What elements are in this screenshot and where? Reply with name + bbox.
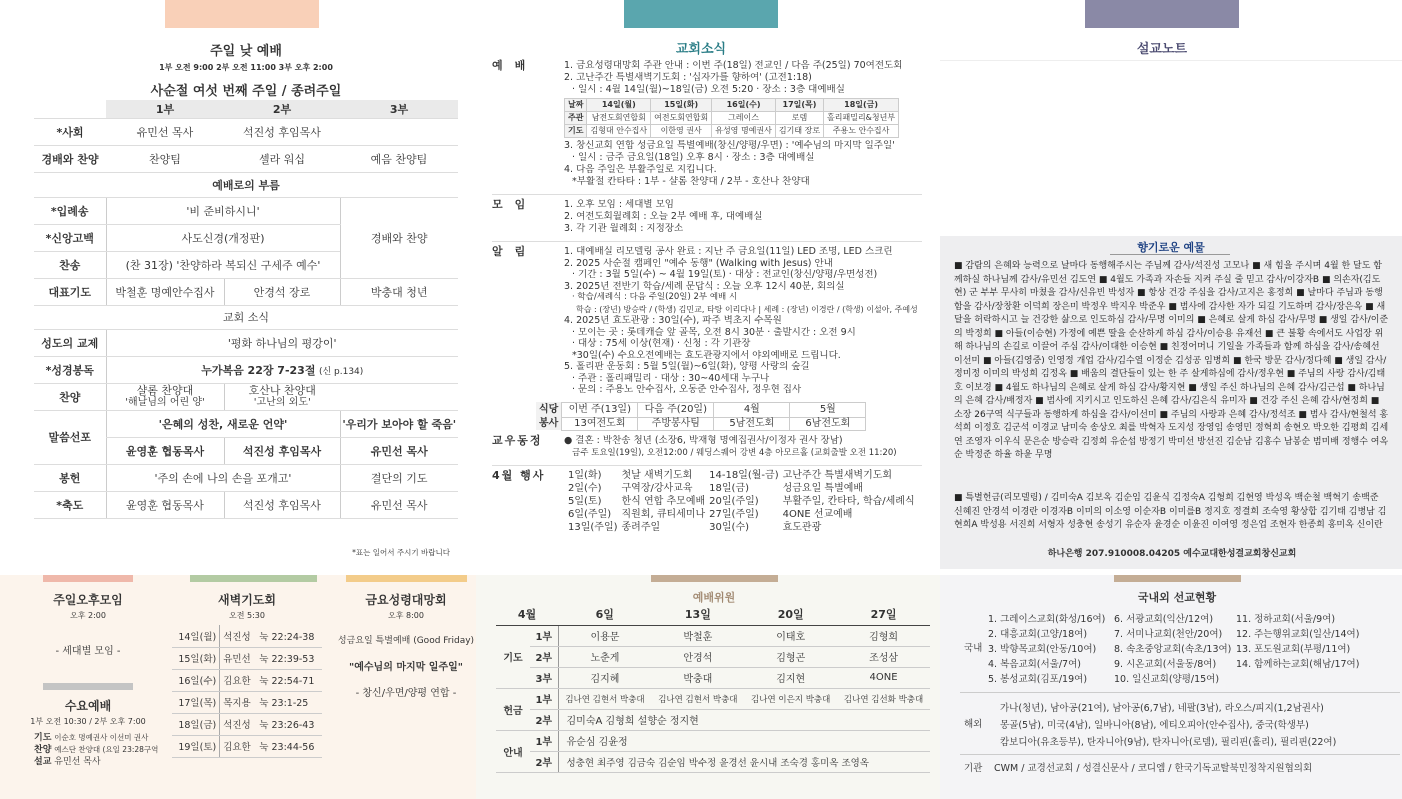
group-label: 헌금 [496, 688, 530, 730]
news-line: 3. 2025년 전반기 학습/세례 문답식 : 오늘 오후 12시 40분, 회의실 [564, 280, 845, 292]
cell: (찬 31장) '찬양하라 복되신 구세주 예수' [106, 251, 340, 278]
news-line: *부활절 칸타타 : 1부 - 샬롬 찬양대 / 2부 - 호산나 찬양대 [572, 176, 810, 187]
cell: 8. 속초중앙교회(속초/13여) [1114, 643, 1232, 655]
section-call: 예배로의 부름 [34, 172, 458, 197]
cell: 4월 [496, 604, 558, 625]
cell: 14일(월) [587, 99, 651, 112]
cell: 4. 복음교회(서울/7여) [988, 658, 1081, 670]
afternoon-bar [43, 575, 133, 582]
side-praise: 경배와 찬양 [340, 197, 458, 278]
cell: 김미숙A 김형희 설향순 정지현 [558, 709, 930, 730]
cell: 이용문 [558, 625, 651, 646]
tag-events: 4월 행사 [492, 468, 546, 482]
news-line: · 대상 : 75세 이상(현재) · 신청 : 각 기관장 [572, 338, 751, 349]
cell: 박충대 [651, 667, 744, 688]
dawn-time: 오전 5:30 [229, 611, 265, 620]
dawn-table [172, 625, 322, 758]
cell: 김요한 [220, 669, 257, 691]
cell: 14일(월) [172, 625, 220, 647]
cell: 눅 22:24-38 [256, 625, 322, 647]
cell: 이번 주(13일) [562, 402, 638, 417]
dawn-bar [190, 575, 317, 582]
row-label: 경배와 찬양 [34, 145, 106, 172]
cell [340, 118, 458, 145]
cell: 유민선 목사 [340, 491, 458, 518]
cell: 사도신경(개정판) [106, 224, 340, 251]
news-line: 3. 창신교회 연합 성금요일 특별예배(창신/양평/우면) : '예수님의 마지막 일주일' [564, 140, 895, 151]
preacher: 윤영훈 협동목사 [106, 437, 224, 464]
group-label: 기도 [496, 625, 530, 688]
cell: 석진성 후임목사 [224, 118, 340, 145]
event: 고난주간 특별새벽기도회 [782, 470, 893, 481]
service-label: 2부 [530, 751, 558, 772]
cell: 김기태 장로 [775, 125, 823, 138]
row-label: *사회 [34, 118, 106, 145]
scripture-page: (신 p.134) [318, 366, 364, 377]
missions-bar [1114, 575, 1241, 582]
cell: 19일(토) [172, 735, 220, 757]
event: 4ONE 선교예배 [782, 509, 853, 520]
cell: 성충현 최주영 김금숙 김순임 박수정 윤경선 윤시내 조숙경 홍미옥 조영옥 [558, 751, 930, 772]
cell: 안경석 장로 [224, 278, 340, 305]
cell: 주방봉사팀 [638, 417, 714, 430]
cell: 그레이스 [712, 112, 776, 125]
cell: 이한영 권사 [651, 125, 712, 138]
sermon-banner [1085, 0, 1239, 28]
org-label: 기관 [964, 763, 983, 774]
role-label: 찬양 [34, 745, 52, 755]
overseas-line: 몽골(5남), 미국(4남), 일바니아(8남), 에티오피아(안수집사), 중국(학생부) [1000, 720, 1309, 731]
news-line: · 모이는 곳 : 롯데캐슬 앞 골목, 오전 8시 30분 · 출발시간 : 오전 9시 [572, 326, 856, 338]
cell: 결단의 기도 [340, 464, 458, 491]
sermon-title: '은혜의 성찬, 새로운 언약' [106, 410, 340, 437]
cell: 주관 [565, 112, 587, 125]
offering-title: 향기로운 예물 [1137, 241, 1205, 254]
events-table [568, 470, 919, 535]
cell: 찬양팀 [106, 145, 224, 172]
cell: 조성삼 [837, 646, 930, 667]
cell: 4ONE [837, 667, 930, 688]
cell: 예음 찬양팀 [340, 145, 458, 172]
cell: 5. 봉성교회(김포/19여) [988, 673, 1088, 685]
news-worship [492, 60, 922, 188]
cell: 김나연 김선화 박충대 [837, 688, 930, 709]
cell: 김형곤 [744, 646, 837, 667]
cell: 김지혜 [558, 667, 651, 688]
wednesday-title: 수요예배 [64, 699, 112, 713]
org-list: CWM / 교경선교회 / 성결신문사 / 코디엠 / 한국기독교탈북민정착지원협의회 [994, 763, 1313, 774]
choir: 샬롬 찬양대 [136, 383, 194, 397]
cell: 10. 일신교회(양평/15여) [1114, 673, 1220, 685]
section-news: 교회 소식 [34, 305, 458, 329]
dawn-title: 새벽기도회 [218, 593, 276, 607]
missions-title: 국내외 선교현황 [1137, 591, 1217, 604]
friday-time: 오후 8:00 [388, 611, 424, 620]
news-line: 1. 대예배실 리모델링 공사 완료 : 지난 주 금요일(11일) LED 조명, LED 스크린 [564, 246, 893, 257]
news-line: 4. 2025년 효도관광 : 30일(수), 파주 벽초지 수목원 [564, 315, 782, 326]
worship-subtitle: 사순절 여섯 번째 주일 / 종려주일 [150, 84, 342, 99]
cell: 김요한 [220, 735, 257, 757]
news-line: 4. 다음 주일은 부활주일로 지킵니다. [564, 164, 717, 175]
role-value: 이순호 명예권사 이선미 권사 [54, 733, 149, 742]
cell: 5월 [790, 402, 866, 417]
domestic-table [988, 612, 1400, 687]
cell: 박철훈 명예안수집사 [106, 278, 224, 305]
news-line: *30일(수) 수요오전예배는 효도관광지에서 야외예배로 드립니다. [572, 349, 841, 361]
event-date: 13일(주일) [568, 522, 618, 533]
friday-title: 금요성령대망회 [365, 593, 447, 607]
row-label: *축도 [34, 491, 106, 518]
cell: 15일(화) [651, 99, 712, 112]
tag-worship: 예배 [492, 59, 538, 72]
event: 성금요일 특별예배 [782, 483, 864, 494]
event: 직원회, 큐티세미나 [621, 509, 706, 520]
cell: '비 준비하시니' [106, 197, 340, 224]
cell: 2. 대흥교회(고양/18여) [988, 628, 1088, 640]
cell: 김나연 김현서 박충대 [558, 688, 651, 709]
cell: 김나연 김현서 박충대 [651, 688, 744, 709]
event-date: 5일(토) [568, 496, 602, 507]
cell: 1. 그레이스교회(화성/16여) [988, 613, 1106, 625]
offering-thanks: ■ 감람의 은혜와 능력으로 날마다 동행해주시는 주님께 감사/석진성 고모나 ■ 새 힘을 주시며 4월 한 달도 함께하실 하나님께 감사/유민선 김도연 ■ 4월도 가족과 자손들 지켜 주실 줄 믿고 감사/이강자B ■ 의손자(김도현) 군 부부 무사히 마쳤을 감사/신유빈 박성자 ■ 항상 건강 주심을 감사/고지은 홍정희 ■ 날마다 주님과 동행함을 감사/장창환 이덕희 장은미 박정우 박지우 박준우 ■ 범사에 감사한 자가 되길 기도하며 감사/장은옥 ■ 새 달을 허락하시고 늘 건강한 삶으로 인도하심 감사/무명 이미의 ■ 은혜로 살게 하심 감사/무명 ■ 생일 감사/이준의 박정희 ■ 아들(이승현) 가정에 예쁜 딸을 순산하게 하심 감사/이승용 유재선 ■ 큰 불황 속에서도 사업장 위해 하나님의 손길로 이끌어 주심 감사/이대한 이승현 ■ 친정어머니 기일을 가족들과 함께 하심을 감사/송혜선 이선미 ■ 아들(김영중) 인영정 개업 감사/김수열 이정순 김성공 임병희 ■ 한국 방문 감사/정다혜 ■ 생일 감사/정미정 이미의 박성희 김정옥 ■ 배움의 결단들이 있는 한 주 살게하심에 감사/정우현 ■ 주님의 사랑 감사/김태호 이보경 ■ 4월도 하나님의 은혜로 살게 하심 감사/황지현 ■ 생일 주신 하나님의 은혜 감사/김근섭 ■ 하나님의 은혜 감사/배정자 ■ 범사에 지키시고 인도하신 은혜 감사/김은식 유미자 ■ 건강 주신 은혜 감사/현정희 ■ 소장 26구역 식구들과 동행하게 하심을 감사/이선미 ■ 주님의 사랑과 은혜 감사/정석조 ■ 범사 감사/현철석 홍석희 이정호 김군석 이경교 남미숙 송상오 최를 박혁자 도지성 장영임 송영민 정혁희 송현오 박오한 김평희 김세연 조영자 이우식 문은순 방승락 김정희 유순섭 방정기 박미선 방선진 김순남 김홍수 남봉순 범미배 정행수 여옥순 박정준 하율 하윤 무명 [954, 261, 1389, 460]
cell: 이태호 [744, 625, 837, 646]
col-3bu: 3부 [340, 100, 458, 118]
cell [1236, 672, 1400, 687]
news-line: 3. 각 기관 월례회 : 지정장소 [564, 223, 684, 234]
cell: 여전도회연합회 [651, 112, 712, 125]
cell: 18일(금) [172, 713, 220, 735]
offering-section [940, 236, 1402, 569]
news-line: 1. 금요성령대망회 주관 안내 : 이번 주(18일) 전교인 / 다음 주(25일) 70여전도회 [564, 60, 903, 71]
overseas-line: 캄보디아(유초등부), 탄자니아(9남), 탄자니아(로뎀), 필리핀(홀리), 필리핀(22여) [1000, 737, 1337, 748]
event-date: 2일(수) [568, 483, 602, 494]
afternoon-time: 오후 2:00 [70, 611, 106, 620]
cell: 5남전도회 [714, 417, 790, 430]
news-line: 2. 여전도회월례회 : 오늘 2부 예배 후, 대예배실 [564, 211, 763, 222]
sermon-note-title: 설교노트 [1136, 42, 1188, 57]
cell: 봉사 [536, 417, 562, 430]
choir: 호산나 찬양대 [248, 383, 316, 397]
event-date: 20일(주일) [709, 496, 759, 507]
cell: 로뎀 [775, 112, 823, 125]
cell: 눅 23:1-25 [256, 691, 322, 713]
wednesday-roles [34, 732, 164, 768]
cell: 김형희 [837, 625, 930, 646]
scripture: 누가복음 22장 7-23절 [201, 363, 316, 377]
meal-service-table [536, 402, 866, 431]
row-label: *입례송 [34, 197, 106, 224]
committee-table [496, 604, 930, 773]
sermon-note-area [940, 60, 1402, 236]
event-date: 14-18일(월-금) [709, 470, 779, 481]
service-label: 1부 [530, 625, 558, 646]
overseas-label: 해외 [964, 719, 983, 730]
cell: 17일(목) [172, 691, 220, 713]
cell: 홀리패밀리&청년부 [824, 112, 899, 125]
event-date: 27일(주일) [709, 509, 759, 520]
cell: 식당 [536, 402, 562, 417]
news-announcements [492, 246, 922, 396]
news-line: · 학습/세례식 : 다음 주일(20일) 2부 예배 시 [572, 292, 738, 302]
cell: 안경석 [651, 646, 744, 667]
worship-banner [165, 0, 319, 28]
news-line: · 일시 : 4월 14일(월)~18일(금) 오전 5:20 · 장소 : 3층 대예배실 [572, 84, 845, 95]
dawn-schedule-table [564, 98, 899, 138]
news-line: ● 결혼 : 박찬송 청년 (소장6, 박재형 명예집권사/이정자 권사 장남) [564, 434, 843, 446]
cell: 17일(목) [775, 99, 823, 112]
service-label: 2부 [530, 646, 558, 667]
cell: 14. 함께하는교회(해남/17여) [1236, 658, 1360, 670]
cell: 박충대 청년 [340, 278, 458, 305]
cell: 주용노 안수집사 [824, 125, 899, 138]
news-line: 2. 고난주간 특별새벽기도회 : '십자가를 향하여' (고전1:18) [564, 72, 812, 83]
cell: 김나연 이은지 박충대 [744, 688, 837, 709]
event: 한식 연합 추모예배 [621, 496, 706, 507]
cell: 다음 주(20일) [638, 402, 714, 417]
cell: 노춘게 [558, 646, 651, 667]
cell: 6남전도회 [790, 417, 866, 430]
cell: 목지용 [220, 691, 257, 713]
friday-bar [346, 575, 467, 582]
news-line: 2. 2025 사순절 캠페인 "예수 동행" (Walking with Jesus) 안내 [564, 257, 833, 269]
overseas-list [1000, 700, 1400, 751]
role-value: 예스단 찬양대 (요일 23:28구역 [54, 745, 159, 754]
afternoon-desc: - 세대별 모임 - [55, 646, 121, 657]
cell: 김형대 안수집사 [587, 125, 651, 138]
group-label: 안내 [496, 730, 530, 772]
cell: 12. 주는행위교회(일산/14여) [1236, 628, 1360, 640]
worship-title: 주일 낮 예배 [210, 44, 282, 59]
role-label: 기도 [34, 733, 52, 743]
offering-special: ■ 특별헌금(리모델링) / 김미숙A 김보옥 김순임 김윤식 김정숙A 김형희 김현영 박성옥 백순철 백혁기 송백준 신혜진 안경석 이경란 이경자B 이미의 이소영 이순자B 이미를B 정지호 정결희 조숙영 황상합 김기태 김병남 김현희A 박성용 서진희 서형자 성충현 송성기 유순자 윤경순 이윤진 이여영 정은업 조현자 한종희 홍미옥 신이란 [954, 493, 1387, 530]
cell: 눅 22:54-71 [256, 669, 322, 691]
cell: 16일(수) [712, 99, 776, 112]
news-line: 금주 토요일(19일), 오전12:00 / 웨딩스퀘어 강변 4층 아모르홀 (교회출발 오전 11:20) [572, 447, 897, 458]
cell: 유순심 김윤정 [558, 730, 930, 751]
row-label: 대표기도 [34, 278, 106, 305]
cell: 27일 [837, 604, 930, 625]
news-meetings [492, 199, 922, 235]
cell: 13일 [651, 604, 744, 625]
worship-order-table [34, 100, 458, 519]
cell: 기도 [565, 125, 587, 138]
cell: 16일(수) [172, 669, 220, 691]
news-events [492, 470, 922, 535]
col-1bu: 1부 [106, 100, 224, 118]
choir-song: '고난의 외도' [253, 396, 311, 408]
news-line: 학습 : (장년) 방승락 / (학생) 김민교, 타탕 이리다나 | 세례 : (장년) 이경란 / (학생) 이설아, 주예성 [576, 304, 918, 314]
wednesday-bar [43, 683, 133, 690]
news-line: · 주관 : 홀리패밀리 · 대상 : 30~40세대 누구나 [572, 372, 770, 384]
cell: 3. 박향목교회(안동/10여) [988, 643, 1097, 655]
cell: 석진성 후임목사 [224, 491, 340, 518]
committee-title: 예배위원 [692, 591, 736, 604]
cell: 윤영훈 협동목사 [106, 491, 224, 518]
news-line: · 기간 : 3월 5일(수) ~ 4월 19일(토) · 대상 : 전교인(창신/양평/우면성전) [572, 269, 878, 280]
event: 효도관광 [782, 522, 822, 533]
role-value: 유민선 목사 [54, 757, 101, 767]
row-label: *성경봉독 [34, 356, 106, 383]
news-section [492, 60, 922, 541]
row-label: *신앙고백 [34, 224, 106, 251]
cell: 15일(화) [172, 647, 220, 669]
domestic-label: 국내 [964, 643, 983, 654]
event-date: 1일(화) [568, 470, 602, 481]
news-line: · 일시 : 금주 금요일(18일) 오후 8시 · 장소 : 3층 대예배실 [572, 152, 815, 163]
worship-times: 1부 오전 9:00 2부 오전 11:00 3부 오후 2:00 [159, 63, 333, 72]
cell: 석진성 [220, 625, 257, 647]
afternoon-title: 주일오후모임 [53, 593, 123, 607]
row-label: 봉헌 [34, 464, 106, 491]
cell: 7. 서미나교회(천안/20여) [1114, 628, 1223, 640]
cell: 13. 포도원교회(부평/11여) [1236, 643, 1351, 655]
role-label: 설교 [34, 757, 52, 767]
row-label: 찬양 [34, 383, 106, 410]
cell: 눅 23:26-43 [256, 713, 322, 735]
bank-account: 하나은행 207.910008.04205 예수교대한성결교회창신교회 [1047, 549, 1297, 559]
service-label: 1부 [530, 730, 558, 751]
event: 첫날 새벽기도회 [621, 470, 693, 481]
col-2bu: 2부 [224, 100, 340, 118]
event: 종려주일 [621, 522, 661, 533]
cell: 4월 [714, 402, 790, 417]
news-line: 1. 오후 모임 : 세대별 모임 [564, 199, 674, 210]
preacher: 석진성 후임목사 [224, 437, 340, 464]
service-label: 3부 [530, 667, 558, 688]
sermon-title-3: '우리가 보아야 할 죽음' [340, 410, 458, 437]
choir-song: '해날님의 어린 양' [125, 396, 205, 408]
event: 구역장/강사교육 [621, 483, 693, 494]
tag-meetings: 모임 [492, 198, 538, 211]
cell: 18일(금) [824, 99, 899, 112]
committee-bar [651, 575, 778, 582]
cell: 박철훈 [651, 625, 744, 646]
cell: '주의 손에 나의 손을 포개고' [106, 464, 340, 491]
overseas-line: 가나(청년), 남아공(21여), 남아공(6,7남), 네팔(3남), 라오스/피지(1,2남권사) [1000, 703, 1324, 714]
event-date: 30일(수) [709, 522, 750, 533]
cell: 눅 22:39-53 [256, 647, 322, 669]
news-parish [492, 435, 922, 459]
cell: 김지현 [744, 667, 837, 688]
cell: 20일 [744, 604, 837, 625]
row-label: 찬송 [34, 251, 106, 278]
cell: 유민선 목사 [106, 118, 224, 145]
tag-announcements: 알림 [492, 245, 538, 258]
cell: 13여전도회 [562, 417, 638, 430]
cell: 남전도회연합회 [587, 112, 651, 125]
wednesday-time: 1부 오전 10:30 / 2부 오후 7:00 [30, 717, 146, 726]
friday-line: - 창신/우면/양평 연합 - [355, 688, 457, 699]
cell: 6. 서광교회(익산/12여) [1114, 613, 1214, 625]
cell: 11. 정하교회(서울/9여) [1236, 613, 1336, 625]
cell: 6일 [558, 604, 651, 625]
cell: 유민선 [220, 647, 257, 669]
cell: 날짜 [565, 99, 587, 112]
cell: 유성영 명예권사 [712, 125, 776, 138]
row-label: 말씀선포 [34, 410, 106, 464]
cell: 석진성 [220, 713, 257, 735]
tag-parish: 교우동정 [492, 433, 543, 447]
cell: 눅 23:44-56 [256, 735, 322, 757]
news-title: 교회소식 [675, 42, 727, 57]
friday-line: 성금요일 특별예배 (Good Friday) [337, 636, 475, 646]
news-line: · 문의 : 주용노 안수집사, 오동준 안수집사, 정우현 집사 [572, 384, 802, 395]
standing-note: *표는 일어서 주시기 바랍니다 [352, 548, 450, 557]
news-line: 5. 홀리판 운동회 : 5월 5일(월)~6일(화), 양평 사랑의 숲길 [564, 361, 810, 372]
event-date: 6일(주일) [568, 509, 612, 520]
service-label: 2부 [530, 709, 558, 730]
row-label: 성도의 교제 [34, 329, 106, 356]
news-banner [624, 0, 778, 28]
event-date: 18일(금) [709, 483, 750, 494]
cell: '평화 하나님의 평강이' [106, 329, 458, 356]
service-label: 1부 [530, 688, 558, 709]
preacher: 유민선 목사 [340, 437, 458, 464]
cell: 셀라 워십 [224, 145, 340, 172]
friday-line: "예수님의 마지막 일주일" [349, 662, 463, 673]
event: 부활주일, 칸타타, 학습/세례식 [782, 496, 915, 507]
cell: 9. 시온교회(서울동/8여) [1114, 658, 1217, 670]
